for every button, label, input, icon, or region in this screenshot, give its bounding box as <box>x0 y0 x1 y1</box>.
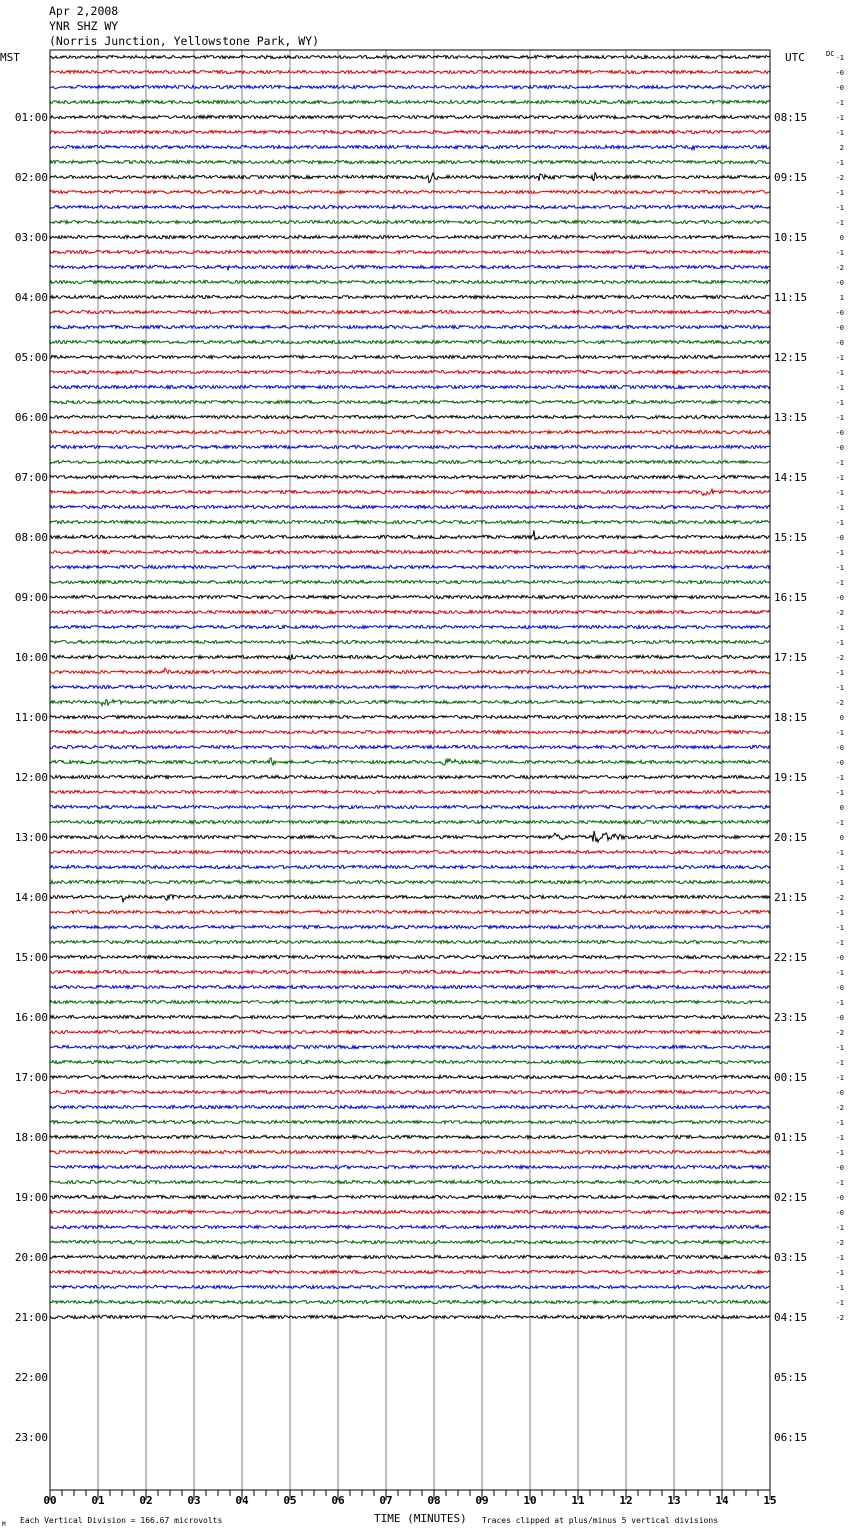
dc-offset-label: -1 <box>835 819 844 827</box>
dc-offset-label: 2 <box>839 144 844 152</box>
dc-offset-label: -1 <box>835 1269 844 1277</box>
dc-offset-label: -1 <box>835 114 844 122</box>
header-date: Apr 2,2008 <box>49 4 119 18</box>
seismic-trace <box>50 745 770 748</box>
dc-offset-label: -0 <box>835 759 844 767</box>
dc-offset-label: -1 <box>835 129 844 137</box>
seismic-trace <box>50 775 770 778</box>
dc-offset-label: -1 <box>835 219 844 227</box>
left-hour-label: 03:00 <box>14 231 48 244</box>
seismic-trace <box>50 1225 770 1228</box>
seismic-trace <box>50 668 770 673</box>
dc-offset-label: -0 <box>835 429 844 437</box>
dc-offset-label: -1 <box>835 1134 844 1142</box>
header-location: (Norris Junction, Yellowstone Park, WY) <box>49 34 320 48</box>
dc-offset-label: -2 <box>835 699 844 707</box>
seismic-trace <box>50 85 770 88</box>
dc-offset-label: -0 <box>835 1209 844 1217</box>
dc-offset-label: -1 <box>835 909 844 917</box>
seismic-trace <box>50 280 770 283</box>
right-hour-label: 20:15 <box>774 831 808 844</box>
seismic-trace <box>50 55 770 58</box>
seismic-trace <box>50 295 770 298</box>
dc-offset-label: -0 <box>835 744 844 752</box>
x-tick-label: 09 <box>475 1494 489 1507</box>
dc-offset-label: -0 <box>835 339 844 347</box>
footer-scale: Each Vertical Division = 166.67 microvolts <box>20 1516 223 1525</box>
seismic-trace <box>50 730 770 734</box>
right-hour-label: 08:15 <box>774 111 808 124</box>
dc-offset-label: -1 <box>835 519 844 527</box>
seismic-trace <box>50 925 770 928</box>
right-hour-label: 05:15 <box>774 1371 808 1384</box>
left-hour-label: 02:00 <box>14 171 48 184</box>
left-timezone-label: MST <box>0 51 20 64</box>
seismic-trace <box>50 489 770 495</box>
x-tick-label: 06 <box>331 1494 345 1507</box>
seismic-trace <box>50 1060 770 1063</box>
right-hour-label: 02:15 <box>774 1191 808 1204</box>
seismic-trace <box>50 340 770 343</box>
seismic-trace <box>50 595 770 598</box>
seismic-trace <box>50 1315 770 1318</box>
left-hour-label: 20:00 <box>14 1251 48 1264</box>
seismic-trace <box>50 445 770 448</box>
dc-offset-label: 1 <box>839 294 844 302</box>
dc-offset-label: -1 <box>835 999 844 1007</box>
dc-offset-label: -0 <box>835 594 844 602</box>
seismic-trace <box>50 970 770 973</box>
seismic-trace <box>50 460 770 463</box>
dc-offset-label: -1 <box>835 474 844 482</box>
seismic-trace <box>50 880 770 883</box>
seismic-trace <box>50 685 770 688</box>
seismic-trace <box>50 385 770 388</box>
seismic-trace <box>50 265 770 270</box>
dc-offset-label: -1 <box>835 489 844 497</box>
seismic-trace <box>50 831 770 842</box>
seismic-trace <box>50 430 770 433</box>
seismic-trace <box>50 550 770 553</box>
dc-offset-label: -0 <box>835 279 844 287</box>
seismic-trace <box>50 1150 770 1153</box>
seismic-trace <box>50 100 770 103</box>
dc-offset-label: -1 <box>835 1119 844 1127</box>
right-hour-label: 16:15 <box>774 591 808 604</box>
dc-offset-label: -0 <box>835 1194 844 1202</box>
seismic-trace <box>50 355 770 358</box>
right-hour-label: 21:15 <box>774 891 808 904</box>
seismic-trace <box>50 1270 770 1273</box>
x-tick-label: 02 <box>139 1494 153 1507</box>
dc-offset-label: -0 <box>835 69 844 77</box>
right-hour-label: 04:15 <box>774 1311 808 1324</box>
seismic-trace <box>50 985 770 988</box>
seismic-trace <box>50 1165 770 1168</box>
right-hour-label: 22:15 <box>774 951 808 964</box>
header-station: YNR SHZ WY <box>49 19 119 33</box>
seismic-trace <box>50 370 770 374</box>
x-tick-label: 15 <box>763 1494 777 1507</box>
seismic-trace <box>50 895 770 903</box>
seismic-traces <box>50 55 770 1318</box>
right-hour-label: 18:15 <box>774 711 808 724</box>
dc-offset-label: -0 <box>835 444 844 452</box>
right-hour-label: 06:15 <box>774 1431 808 1444</box>
seismic-trace <box>50 1000 770 1003</box>
dc-offset-label: -1 <box>835 354 844 362</box>
left-hour-label: 23:00 <box>14 1431 48 1444</box>
dc-offset-label: -1 <box>835 729 844 737</box>
x-tick-label: 05 <box>283 1494 297 1507</box>
right-hour-label: 19:15 <box>774 771 808 784</box>
dc-offset-label: -1 <box>835 969 844 977</box>
dc-offset-label: -1 <box>835 189 844 197</box>
x-tick-label: 01 <box>91 1494 105 1507</box>
seismic-trace <box>50 505 770 508</box>
seismic-trace <box>50 173 770 183</box>
seismic-trace <box>50 530 770 539</box>
seismic-trace <box>50 1300 770 1303</box>
dc-offset-label: -2 <box>835 1239 844 1247</box>
left-hour-label: 13:00 <box>14 831 48 844</box>
seismic-trace <box>50 1135 770 1138</box>
seismic-trace <box>50 235 770 238</box>
seismic-trace <box>50 1285 770 1288</box>
dc-offset-label: -0 <box>835 1089 844 1097</box>
dc-offset-label: -2 <box>835 1029 844 1037</box>
dc-offset-label: -1 <box>835 414 844 422</box>
dc-offset-label: -1 <box>835 1179 844 1187</box>
left-hour-label: 01:00 <box>14 111 48 124</box>
seismic-trace <box>50 955 770 959</box>
dc-offset-label: -1 <box>835 774 844 782</box>
seismic-trace <box>50 1045 770 1048</box>
right-hour-label: 14:15 <box>774 471 808 484</box>
dc-offset-label: -1 <box>835 684 844 692</box>
seismic-trace <box>50 1015 770 1018</box>
dc-offset-label: -0 <box>835 324 844 332</box>
dc-offset-label: -1 <box>835 849 844 857</box>
dc-offset-label: -2 <box>835 1104 844 1112</box>
right-hour-label: 23:15 <box>774 1011 808 1024</box>
dc-offset-label: -1 <box>835 159 844 167</box>
seismic-trace <box>50 790 770 793</box>
left-hour-label: 07:00 <box>14 471 48 484</box>
dc-offset-label: -2 <box>835 174 844 182</box>
seismic-trace <box>50 520 770 523</box>
seismic-trace <box>50 190 770 193</box>
dc-offset-label: -1 <box>835 669 844 677</box>
dc-offset-label: -1 <box>835 369 844 377</box>
dc-offset-label: -1 <box>835 204 844 212</box>
left-hour-label: 17:00 <box>14 1071 48 1084</box>
seismic-trace <box>50 475 770 478</box>
seismic-trace <box>50 160 770 163</box>
dc-offset-label: -1 <box>835 1284 844 1292</box>
seismic-trace <box>50 1240 770 1243</box>
dc-offset-label: -1 <box>835 1074 844 1082</box>
dc-offset-label: -1 <box>835 624 844 632</box>
dc-offset-label: -1 <box>835 639 844 647</box>
right-hour-label: 12:15 <box>774 351 808 364</box>
dc-offset-label: -2 <box>835 654 844 662</box>
dc-offset-label: -2 <box>835 609 844 617</box>
dc-offset-label: -1 <box>835 399 844 407</box>
seismic-trace <box>50 1120 770 1123</box>
left-hour-label: 04:00 <box>14 291 48 304</box>
left-hour-label: 15:00 <box>14 951 48 964</box>
left-hour-label: 22:00 <box>14 1371 48 1384</box>
x-tick-label: 13 <box>667 1494 681 1507</box>
seismic-trace <box>50 1030 770 1033</box>
right-hour-label: 17:15 <box>774 651 808 664</box>
dc-offset-label: -1 <box>835 1224 844 1232</box>
dc-offset-label: -1 <box>835 939 844 947</box>
left-hour-label: 18:00 <box>14 1131 48 1144</box>
dc-offset-label: 0 <box>839 834 844 842</box>
dc-offset-label: -0 <box>835 984 844 992</box>
seismic-trace <box>50 1195 770 1198</box>
seismic-trace <box>50 910 770 913</box>
seismic-trace <box>50 625 770 628</box>
dc-offset-label: -1 <box>835 564 844 572</box>
dc-offset-label: -1 <box>835 924 844 932</box>
dc-offset-label: -1 <box>835 99 844 107</box>
right-hour-label: 11:15 <box>774 291 808 304</box>
seismic-trace <box>50 1075 770 1078</box>
dc-offset-label: -1 <box>835 864 844 872</box>
seismic-trace <box>50 850 770 853</box>
x-tick-label: 12 <box>619 1494 633 1507</box>
right-timezone-label: UTC <box>785 51 805 64</box>
seismic-trace <box>50 400 770 403</box>
x-tick-label: 14 <box>715 1494 729 1507</box>
left-hour-label: 05:00 <box>14 351 48 364</box>
seismic-trace <box>50 610 770 613</box>
seismic-trace <box>50 1090 770 1093</box>
seismic-trace <box>50 250 770 253</box>
left-hour-label: 08:00 <box>14 531 48 544</box>
left-hour-label: 10:00 <box>14 651 48 664</box>
x-tick-label: 03 <box>187 1494 201 1507</box>
left-hour-label: 06:00 <box>14 411 48 424</box>
right-hour-label: 03:15 <box>774 1251 808 1264</box>
dc-offset-label: -2 <box>835 1314 844 1322</box>
left-hour-label: 12:00 <box>14 771 48 784</box>
dc-offset-label: -2 <box>835 264 844 272</box>
dc-offset-label: -1 <box>835 1149 844 1157</box>
seismic-trace <box>50 565 770 568</box>
dc-offset-label: -0 <box>835 84 844 92</box>
dc-offset-header: DC <box>826 50 835 58</box>
seismic-trace <box>50 415 770 418</box>
dc-offset-label: -1 <box>835 789 844 797</box>
x-tick-label: 07 <box>379 1494 393 1507</box>
left-hour-label: 19:00 <box>14 1191 48 1204</box>
dc-offset-label: -1 <box>835 1299 844 1307</box>
seismic-trace <box>50 758 770 766</box>
x-tick-label: 00 <box>43 1494 57 1507</box>
dc-offset-label: -1 <box>835 1044 844 1052</box>
footer-mark: M <box>2 1521 6 1528</box>
seismic-trace <box>50 654 770 660</box>
dc-offset-label: -1 <box>835 384 844 392</box>
left-hour-label: 14:00 <box>14 891 48 904</box>
seismic-trace <box>50 640 770 643</box>
x-tick-label: 11 <box>571 1494 585 1507</box>
footer-clip-note: Traces clipped at plus/minus 5 vertical divisions <box>482 1516 719 1525</box>
right-hour-label: 13:15 <box>774 411 808 424</box>
axis-labels <box>0 50 844 1528</box>
seismic-trace <box>50 940 770 943</box>
dc-offset-label: -0 <box>835 1164 844 1172</box>
dc-offset-label: -0 <box>835 534 844 542</box>
plot-frame <box>50 50 770 1490</box>
dc-offset-label: -1 <box>835 249 844 257</box>
right-hour-label: 01:15 <box>774 1131 808 1144</box>
seismic-trace <box>50 325 770 328</box>
dc-offset-label: -1 <box>835 1059 844 1067</box>
seismic-trace <box>50 865 770 868</box>
dc-offset-label: 0 <box>839 714 844 722</box>
right-hour-label: 00:15 <box>774 1071 808 1084</box>
seismic-trace <box>50 805 770 808</box>
left-hour-label: 11:00 <box>14 711 48 724</box>
dc-offset-label: 0 <box>839 804 844 812</box>
seismic-trace <box>50 580 770 583</box>
dc-offset-label: -0 <box>835 1014 844 1022</box>
left-hour-label: 21:00 <box>14 1311 48 1324</box>
right-hour-label: 09:15 <box>774 171 808 184</box>
dc-offset-label: -1 <box>835 549 844 557</box>
dc-offset-label: -2 <box>835 894 844 902</box>
x-tick-label: 04 <box>235 1494 249 1507</box>
dc-offset-label: -0 <box>835 954 844 962</box>
seismic-trace <box>50 699 770 705</box>
dc-offset-label: -1 <box>835 504 844 512</box>
seismic-trace <box>50 1105 770 1108</box>
dc-offset-label: -1 <box>835 579 844 587</box>
dc-offset-label: -1 <box>835 459 844 467</box>
x-tick-label: 10 <box>523 1494 537 1507</box>
seismic-trace <box>50 715 770 718</box>
seismic-trace <box>50 820 770 823</box>
x-axis-title: TIME (MINUTES) <box>374 1512 467 1525</box>
dc-offset-label: 0 <box>839 234 844 242</box>
left-hour-label: 09:00 <box>14 591 48 604</box>
seismic-trace <box>50 1180 770 1183</box>
right-hour-label: 15:15 <box>774 531 808 544</box>
seismic-trace <box>50 1255 770 1258</box>
right-hour-label: 10:15 <box>774 231 808 244</box>
dc-offset-label: -1 <box>835 879 844 887</box>
seismic-trace <box>50 310 770 313</box>
seismic-trace <box>50 130 770 133</box>
seismic-trace <box>50 145 770 149</box>
dc-offset-label: -0 <box>835 309 844 317</box>
seismic-trace <box>50 205 770 208</box>
seismic-trace <box>50 115 770 118</box>
left-hour-label: 16:00 <box>14 1011 48 1024</box>
seismic-trace <box>50 70 770 73</box>
dc-offset-label: -1 <box>835 54 844 62</box>
dc-offset-label: -1 <box>835 1254 844 1262</box>
x-tick-label: 08 <box>427 1494 441 1507</box>
seismic-trace <box>50 220 770 223</box>
seismic-trace <box>50 1210 770 1213</box>
